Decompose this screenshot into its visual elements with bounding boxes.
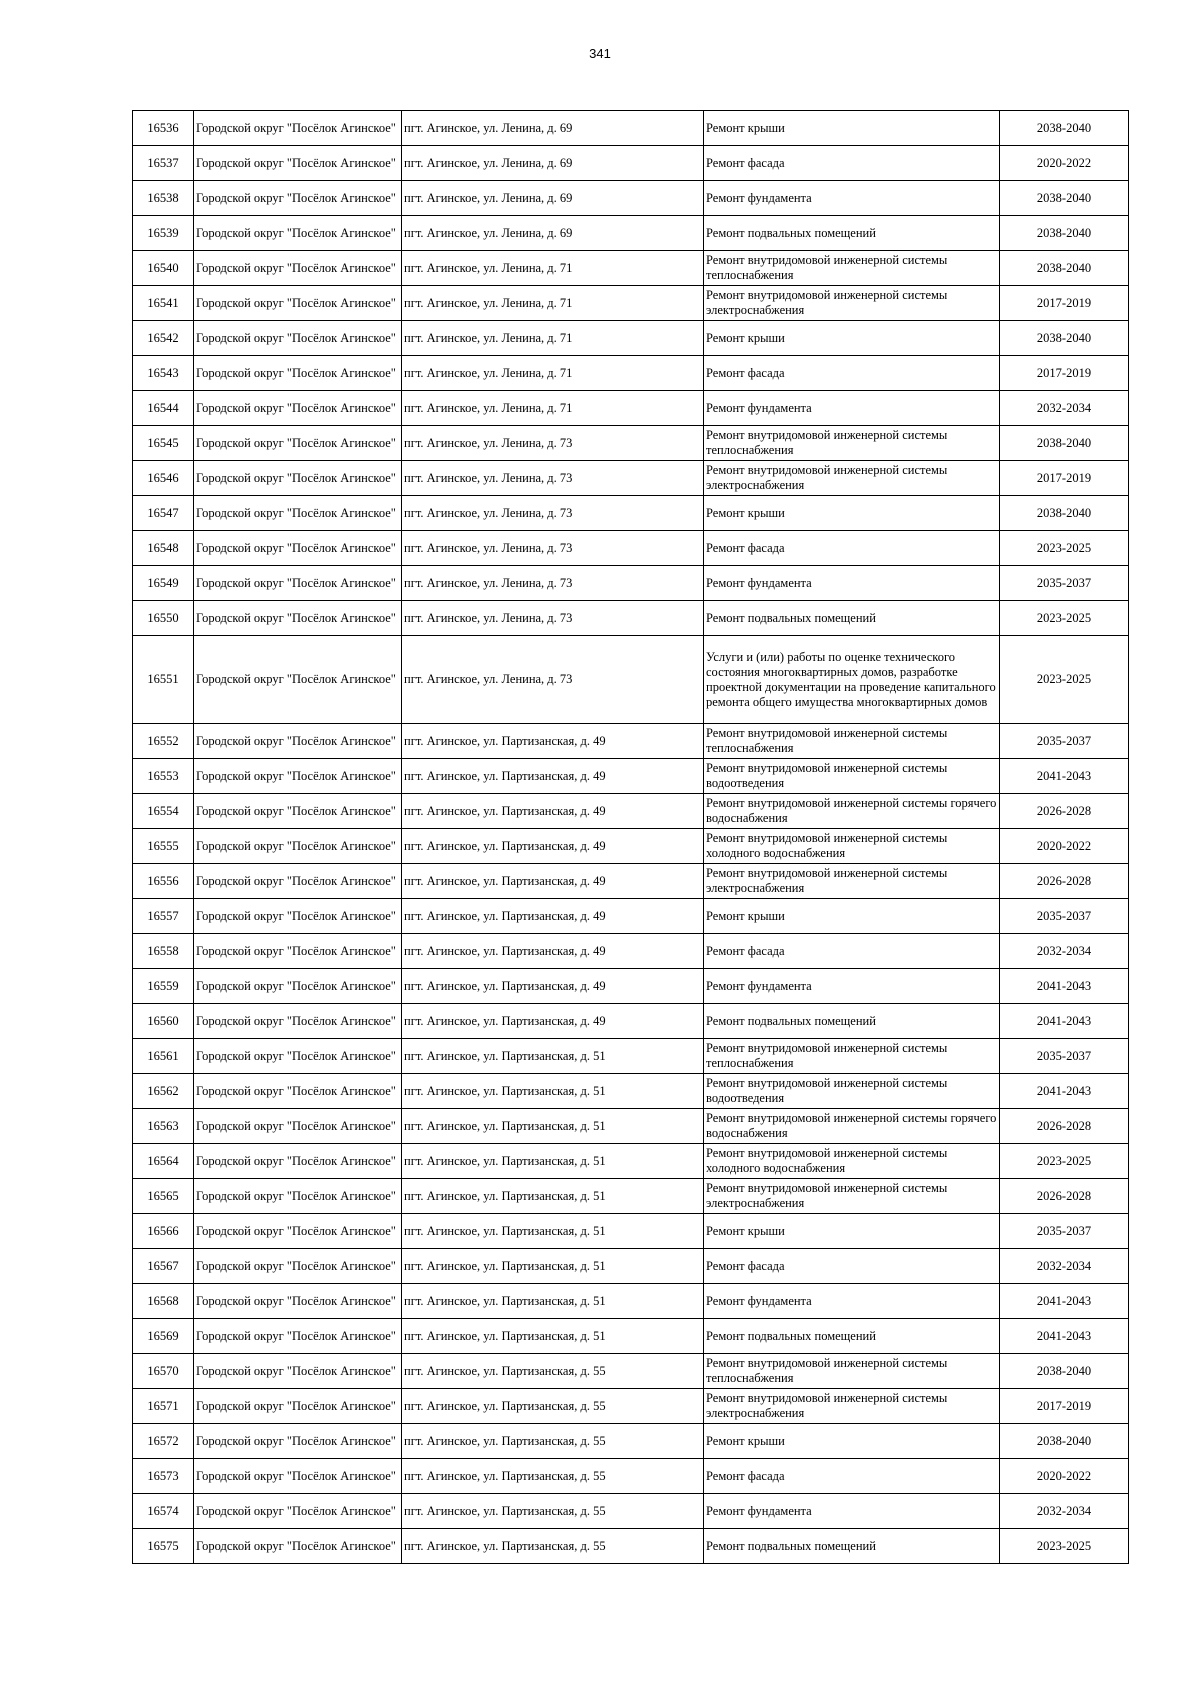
period-cell: 2038-2040 (1000, 426, 1129, 461)
address-cell: пгт. Агинское, ул. Ленина, д. 73 (402, 601, 704, 636)
municipality-cell: Городской округ "Посёлок Агинское" (194, 321, 402, 356)
address-cell: пгт. Агинское, ул. Ленина, д. 69 (402, 216, 704, 251)
table-row (133, 496, 1129, 531)
work-type-cell: Ремонт внутридомовой инженерной системы водоотведения (704, 1074, 1000, 1109)
municipality-cell: Городской округ "Посёлок Агинское" (194, 759, 402, 794)
address-cell: пгт. Агинское, ул. Ленина, д. 73 (402, 426, 704, 461)
table-row (133, 181, 1129, 216)
period-cell: 2038-2040 (1000, 496, 1129, 531)
table-row (133, 1389, 1129, 1424)
period-cell: 2035-2037 (1000, 899, 1129, 934)
row-number-cell: 16546 (133, 461, 194, 496)
table-row (133, 759, 1129, 794)
address-cell: пгт. Агинское, ул. Партизанская, д. 55 (402, 1354, 704, 1389)
period-cell: 2023-2025 (1000, 1144, 1129, 1179)
row-number-cell: 16567 (133, 1249, 194, 1284)
municipality-cell: Городской округ "Посёлок Агинское" (194, 1494, 402, 1529)
row-number-cell: 16544 (133, 391, 194, 426)
table-row (133, 426, 1129, 461)
work-type-cell: Ремонт крыши (704, 111, 1000, 146)
period-cell: 2017-2019 (1000, 1389, 1129, 1424)
municipality-cell: Городской округ "Посёлок Агинское" (194, 1004, 402, 1039)
address-cell: пгт. Агинское, ул. Партизанская, д. 51 (402, 1039, 704, 1074)
row-number-cell: 16539 (133, 216, 194, 251)
address-cell: пгт. Агинское, ул. Партизанская, д. 55 (402, 1494, 704, 1529)
municipality-cell: Городской округ "Посёлок Агинское" (194, 1074, 402, 1109)
work-type-cell: Ремонт фундамента (704, 969, 1000, 1004)
table-row (133, 864, 1129, 899)
row-number-cell: 16570 (133, 1354, 194, 1389)
municipality-cell: Городской округ "Посёлок Агинское" (194, 601, 402, 636)
address-cell: пгт. Агинское, ул. Партизанская, д. 55 (402, 1459, 704, 1494)
table-row (133, 1179, 1129, 1214)
work-type-cell: Ремонт подвальных помещений (704, 216, 1000, 251)
period-cell: 2035-2037 (1000, 1214, 1129, 1249)
address-cell: пгт. Агинское, ул. Партизанская, д. 51 (402, 1214, 704, 1249)
municipality-cell: Городской округ "Посёлок Агинское" (194, 1354, 402, 1389)
work-type-cell: Ремонт фасада (704, 934, 1000, 969)
row-number-cell: 16575 (133, 1529, 194, 1564)
work-type-cell: Ремонт фундамента (704, 1284, 1000, 1319)
table-row (133, 1494, 1129, 1529)
address-cell: пгт. Агинское, ул. Партизанская, д. 49 (402, 794, 704, 829)
work-type-cell: Ремонт фасада (704, 1249, 1000, 1284)
municipality-cell: Городской округ "Посёлок Агинское" (194, 1389, 402, 1424)
address-cell: пгт. Агинское, ул. Партизанская, д. 49 (402, 934, 704, 969)
period-cell: 2026-2028 (1000, 794, 1129, 829)
municipality-cell: Городской округ "Посёлок Агинское" (194, 724, 402, 759)
row-number-cell: 16547 (133, 496, 194, 531)
municipality-cell: Городской округ "Посёлок Агинское" (194, 461, 402, 496)
period-cell: 2038-2040 (1000, 321, 1129, 356)
work-type-cell: Ремонт крыши (704, 1214, 1000, 1249)
table-row (133, 286, 1129, 321)
row-number-cell: 16537 (133, 146, 194, 181)
period-cell: 2041-2043 (1000, 1284, 1129, 1319)
municipality-cell: Городской округ "Посёлок Агинское" (194, 356, 402, 391)
work-type-cell: Ремонт фундамента (704, 566, 1000, 601)
address-cell: пгт. Агинское, ул. Партизанская, д. 49 (402, 829, 704, 864)
work-type-cell: Ремонт внутридомовой инженерной системы электроснабжения (704, 461, 1000, 496)
work-type-cell: Ремонт внутридомовой инженерной системы теплоснабжения (704, 724, 1000, 759)
period-cell: 2038-2040 (1000, 111, 1129, 146)
municipality-cell: Городской округ "Посёлок Агинское" (194, 794, 402, 829)
work-type-cell: Ремонт внутридомовой инженерной системы водоотведения (704, 759, 1000, 794)
municipality-cell: Городской округ "Посёлок Агинское" (194, 1319, 402, 1354)
row-number-cell: 16552 (133, 724, 194, 759)
row-number-cell: 16541 (133, 286, 194, 321)
row-number-cell: 16563 (133, 1109, 194, 1144)
address-cell: пгт. Агинское, ул. Ленина, д. 71 (402, 251, 704, 286)
address-cell: пгт. Агинское, ул. Партизанская, д. 51 (402, 1319, 704, 1354)
row-number-cell: 16553 (133, 759, 194, 794)
table-row (133, 899, 1129, 934)
address-cell: пгт. Агинское, ул. Ленина, д. 73 (402, 566, 704, 601)
municipality-cell: Городской округ "Посёлок Агинское" (194, 426, 402, 461)
table-row (133, 1354, 1129, 1389)
table-row (133, 251, 1129, 286)
work-type-cell: Ремонт внутридомовой инженерной системы электроснабжения (704, 1179, 1000, 1214)
period-cell: 2041-2043 (1000, 1319, 1129, 1354)
address-cell: пгт. Агинское, ул. Партизанская, д. 55 (402, 1424, 704, 1459)
municipality-cell: Городской округ "Посёлок Агинское" (194, 1249, 402, 1284)
work-type-cell: Ремонт крыши (704, 1424, 1000, 1459)
address-cell: пгт. Агинское, ул. Ленина, д. 71 (402, 356, 704, 391)
period-cell: 2038-2040 (1000, 216, 1129, 251)
address-cell: пгт. Агинское, ул. Ленина, д. 73 (402, 461, 704, 496)
row-number-cell: 16548 (133, 531, 194, 566)
table-row (133, 724, 1129, 759)
address-cell: пгт. Агинское, ул. Ленина, д. 71 (402, 286, 704, 321)
row-number-cell: 16557 (133, 899, 194, 934)
address-cell: пгт. Агинское, ул. Партизанская, д. 51 (402, 1249, 704, 1284)
municipality-cell: Городской округ "Посёлок Агинское" (194, 1109, 402, 1144)
period-cell: 2023-2025 (1000, 636, 1129, 724)
work-type-cell: Ремонт крыши (704, 321, 1000, 356)
municipality-cell: Городской округ "Посёлок Агинское" (194, 1214, 402, 1249)
table-row (133, 146, 1129, 181)
table-row (133, 934, 1129, 969)
table-row (133, 1459, 1129, 1494)
work-type-cell: Ремонт внутридомовой инженерной системы теплоснабжения (704, 1039, 1000, 1074)
period-cell: 2038-2040 (1000, 1354, 1129, 1389)
row-number-cell: 16558 (133, 934, 194, 969)
address-cell: пгт. Агинское, ул. Ленина, д. 73 (402, 531, 704, 566)
address-cell: пгт. Агинское, ул. Ленина, д. 71 (402, 321, 704, 356)
work-type-cell: Ремонт подвальных помещений (704, 1319, 1000, 1354)
period-cell: 2032-2034 (1000, 934, 1129, 969)
table-body (133, 111, 1129, 1564)
row-number-cell: 16559 (133, 969, 194, 1004)
table-row (133, 829, 1129, 864)
work-type-cell: Ремонт внутридомовой инженерной системы холодного водоснабжения (704, 829, 1000, 864)
work-type-cell: Ремонт фасада (704, 146, 1000, 181)
table-row (133, 321, 1129, 356)
table-row (133, 216, 1129, 251)
table-row (133, 601, 1129, 636)
table-row (133, 1319, 1129, 1354)
table-row (133, 1039, 1129, 1074)
municipality-cell: Городской округ "Посёлок Агинское" (194, 146, 402, 181)
table-row (133, 111, 1129, 146)
work-type-cell: Ремонт внутридомовой инженерной системы горячего водоснабжения (704, 1109, 1000, 1144)
municipality-cell: Городской округ "Посёлок Агинское" (194, 899, 402, 934)
address-cell: пгт. Агинское, ул. Ленина, д. 71 (402, 391, 704, 426)
address-cell: пгт. Агинское, ул. Партизанская, д. 51 (402, 1179, 704, 1214)
work-type-cell: Ремонт фундамента (704, 181, 1000, 216)
work-type-cell: Ремонт подвальных помещений (704, 1004, 1000, 1039)
row-number-cell: 16568 (133, 1284, 194, 1319)
row-number-cell: 16562 (133, 1074, 194, 1109)
row-number-cell: 16565 (133, 1179, 194, 1214)
period-cell: 2038-2040 (1000, 251, 1129, 286)
period-cell: 2023-2025 (1000, 1529, 1129, 1564)
work-type-cell: Ремонт внутридомовой инженерной системы холодного водоснабжения (704, 1144, 1000, 1179)
work-type-cell: Ремонт фасада (704, 531, 1000, 566)
municipality-cell: Городской округ "Посёлок Агинское" (194, 111, 402, 146)
address-cell: пгт. Агинское, ул. Партизанская, д. 51 (402, 1284, 704, 1319)
row-number-cell: 16573 (133, 1459, 194, 1494)
table-row (133, 1109, 1129, 1144)
table-row (133, 1284, 1129, 1319)
row-number-cell: 16549 (133, 566, 194, 601)
row-number-cell: 16566 (133, 1214, 194, 1249)
table-row (133, 531, 1129, 566)
row-number-cell: 16538 (133, 181, 194, 216)
address-cell: пгт. Агинское, ул. Партизанская, д. 49 (402, 969, 704, 1004)
period-cell: 2035-2037 (1000, 566, 1129, 601)
work-type-cell: Ремонт внутридомовой инженерной системы электроснабжения (704, 864, 1000, 899)
work-type-cell: Ремонт внутридомовой инженерной системы теплоснабжения (704, 251, 1000, 286)
municipality-cell: Городской округ "Посёлок Агинское" (194, 286, 402, 321)
address-cell: пгт. Агинское, ул. Партизанская, д. 51 (402, 1144, 704, 1179)
page-number: 341 (589, 46, 611, 61)
municipality-cell: Городской округ "Посёлок Агинское" (194, 1179, 402, 1214)
address-cell: пгт. Агинское, ул. Ленина, д. 69 (402, 181, 704, 216)
row-number-cell: 16536 (133, 111, 194, 146)
municipality-cell: Городской округ "Посёлок Агинское" (194, 566, 402, 601)
table-row (133, 794, 1129, 829)
table-row (133, 1214, 1129, 1249)
period-cell: 2035-2037 (1000, 1039, 1129, 1074)
work-type-cell: Ремонт крыши (704, 899, 1000, 934)
period-cell: 2041-2043 (1000, 1004, 1129, 1039)
table-row (133, 356, 1129, 391)
table-row (133, 969, 1129, 1004)
address-cell: пгт. Агинское, ул. Партизанская, д. 51 (402, 1074, 704, 1109)
work-type-cell: Ремонт внутридомовой инженерной системы горячего водоснабжения (704, 794, 1000, 829)
period-cell: 2026-2028 (1000, 864, 1129, 899)
period-cell: 2032-2034 (1000, 391, 1129, 426)
address-cell: пгт. Агинское, ул. Партизанская, д. 55 (402, 1389, 704, 1424)
table-row (133, 391, 1129, 426)
table-row (133, 1074, 1129, 1109)
table-row (133, 1144, 1129, 1179)
table-row (133, 1529, 1129, 1564)
municipality-cell: Городской округ "Посёлок Агинское" (194, 864, 402, 899)
period-cell: 2041-2043 (1000, 1074, 1129, 1109)
municipality-cell: Городской округ "Посёлок Агинское" (194, 1284, 402, 1319)
address-cell: пгт. Агинское, ул. Партизанская, д. 51 (402, 1109, 704, 1144)
address-cell: пгт. Агинское, ул. Ленина, д. 69 (402, 146, 704, 181)
period-cell: 2017-2019 (1000, 286, 1129, 321)
row-number-cell: 16571 (133, 1389, 194, 1424)
row-number-cell: 16550 (133, 601, 194, 636)
period-cell: 2023-2025 (1000, 601, 1129, 636)
address-cell: пгт. Агинское, ул. Партизанская, д. 49 (402, 1004, 704, 1039)
address-cell: пгт. Агинское, ул. Партизанская, д. 49 (402, 899, 704, 934)
municipality-cell: Городской округ "Посёлок Агинское" (194, 1039, 402, 1074)
capital-repair-table (132, 110, 1129, 1564)
work-type-cell: Ремонт подвальных помещений (704, 1529, 1000, 1564)
work-type-cell: Ремонт фасада (704, 356, 1000, 391)
address-cell: пгт. Агинское, ул. Партизанская, д. 49 (402, 864, 704, 899)
address-cell: пгт. Агинское, ул. Ленина, д. 73 (402, 496, 704, 531)
period-cell: 2017-2019 (1000, 461, 1129, 496)
work-type-cell: Услуги и (или) работы по оценке технического состояния многоквартирных домов, разработке проектной документации на проведение капитального ремонта общего имущества многоквартирных домов (704, 636, 1000, 724)
row-number-cell: 16543 (133, 356, 194, 391)
row-number-cell: 16564 (133, 1144, 194, 1179)
municipality-cell: Городской округ "Посёлок Агинское" (194, 181, 402, 216)
period-cell: 2020-2022 (1000, 829, 1129, 864)
row-number-cell: 16545 (133, 426, 194, 461)
table-row (133, 1249, 1129, 1284)
period-cell: 2038-2040 (1000, 181, 1129, 216)
period-cell: 2038-2040 (1000, 1424, 1129, 1459)
work-type-cell: Ремонт внутридомовой инженерной системы теплоснабжения (704, 1354, 1000, 1389)
period-cell: 2020-2022 (1000, 146, 1129, 181)
table-row (133, 461, 1129, 496)
period-cell: 2032-2034 (1000, 1249, 1129, 1284)
row-number-cell: 16542 (133, 321, 194, 356)
municipality-cell: Городской округ "Посёлок Агинское" (194, 1424, 402, 1459)
row-number-cell: 16556 (133, 864, 194, 899)
row-number-cell: 16572 (133, 1424, 194, 1459)
municipality-cell: Городской округ "Посёлок Агинское" (194, 1529, 402, 1564)
row-number-cell: 16540 (133, 251, 194, 286)
work-type-cell: Ремонт подвальных помещений (704, 601, 1000, 636)
address-cell: пгт. Агинское, ул. Партизанская, д. 49 (402, 759, 704, 794)
period-cell: 2041-2043 (1000, 759, 1129, 794)
row-number-cell: 16555 (133, 829, 194, 864)
work-type-cell: Ремонт фундамента (704, 391, 1000, 426)
work-type-cell: Ремонт фасада (704, 1459, 1000, 1494)
work-type-cell: Ремонт внутридомовой инженерной системы теплоснабжения (704, 426, 1000, 461)
row-number-cell: 16554 (133, 794, 194, 829)
work-type-cell: Ремонт внутридомовой инженерной системы электроснабжения (704, 286, 1000, 321)
municipality-cell: Городской округ "Посёлок Агинское" (194, 636, 402, 724)
table-row (133, 1424, 1129, 1459)
table-row (133, 636, 1129, 724)
period-cell: 2032-2034 (1000, 1494, 1129, 1529)
table-row (133, 1004, 1129, 1039)
period-cell: 2017-2019 (1000, 356, 1129, 391)
address-cell: пгт. Агинское, ул. Партизанская, д. 49 (402, 724, 704, 759)
municipality-cell: Городской округ "Посёлок Агинское" (194, 1144, 402, 1179)
row-number-cell: 16569 (133, 1319, 194, 1354)
municipality-cell: Городской округ "Посёлок Агинское" (194, 216, 402, 251)
row-number-cell: 16551 (133, 636, 194, 724)
work-type-cell: Ремонт фундамента (704, 1494, 1000, 1529)
row-number-cell: 16574 (133, 1494, 194, 1529)
address-cell: пгт. Агинское, ул. Ленина, д. 73 (402, 636, 704, 724)
municipality-cell: Городской округ "Посёлок Агинское" (194, 934, 402, 969)
address-cell: пгт. Агинское, ул. Партизанская, д. 55 (402, 1529, 704, 1564)
period-cell: 2020-2022 (1000, 1459, 1129, 1494)
row-number-cell: 16560 (133, 1004, 194, 1039)
period-cell: 2026-2028 (1000, 1179, 1129, 1214)
work-type-cell: Ремонт внутридомовой инженерной системы электроснабжения (704, 1389, 1000, 1424)
period-cell: 2026-2028 (1000, 1109, 1129, 1144)
municipality-cell: Городской округ "Посёлок Агинское" (194, 531, 402, 566)
period-cell: 2035-2037 (1000, 724, 1129, 759)
municipality-cell: Городской округ "Посёлок Агинское" (194, 969, 402, 1004)
municipality-cell: Городской округ "Посёлок Агинское" (194, 496, 402, 531)
period-cell: 2041-2043 (1000, 969, 1129, 1004)
work-type-cell: Ремонт крыши (704, 496, 1000, 531)
municipality-cell: Городской округ "Посёлок Агинское" (194, 829, 402, 864)
row-number-cell: 16561 (133, 1039, 194, 1074)
municipality-cell: Городской округ "Посёлок Агинское" (194, 251, 402, 286)
table-row (133, 566, 1129, 601)
period-cell: 2023-2025 (1000, 531, 1129, 566)
municipality-cell: Городской округ "Посёлок Агинское" (194, 1459, 402, 1494)
municipality-cell: Городской округ "Посёлок Агинское" (194, 391, 402, 426)
address-cell: пгт. Агинское, ул. Ленина, д. 69 (402, 111, 704, 146)
